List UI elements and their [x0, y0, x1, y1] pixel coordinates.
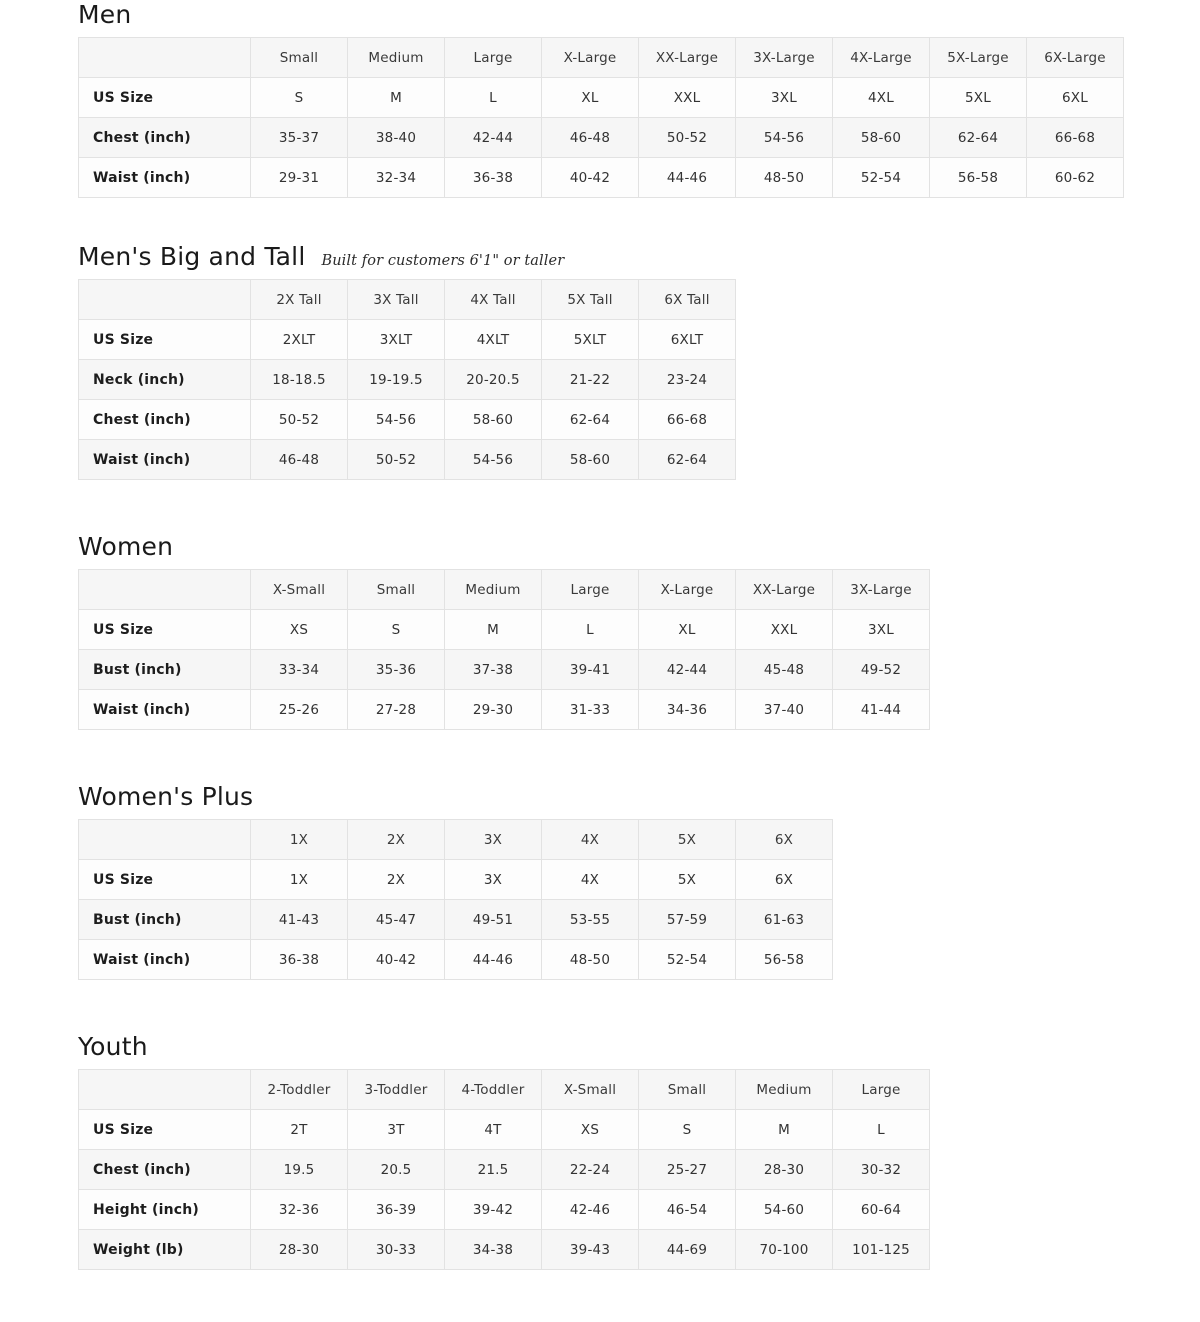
measurement-cell: 62-64: [542, 400, 639, 440]
measurement-cell: XL: [639, 610, 736, 650]
size-section: [0, 0, 1200, 242]
column-header: X-Large: [639, 570, 736, 610]
measurement-cell: 40-42: [542, 158, 639, 198]
section-header: [0, 532, 1200, 561]
size-section: [0, 1032, 1200, 1322]
measurement-cell: 60-64: [833, 1190, 930, 1230]
measurement-cell: 58-60: [833, 118, 930, 158]
section-gap: [0, 480, 1200, 532]
column-header: Medium: [348, 38, 445, 78]
measurement-cell: 48-50: [736, 158, 833, 198]
row-label: Waist (inch): [79, 940, 251, 980]
measurement-cell: 3XLT: [348, 320, 445, 360]
column-header: 4X: [542, 820, 639, 860]
table-header-row: [79, 1070, 930, 1110]
measurement-cell: 49-52: [833, 650, 930, 690]
table-header-row: [79, 38, 1124, 78]
measurement-cell: 62-64: [639, 440, 736, 480]
column-header: 4X-Large: [833, 38, 930, 78]
measurement-cell: 2T: [251, 1110, 348, 1150]
measurement-cell: 6X: [736, 860, 833, 900]
column-header: Medium: [736, 1070, 833, 1110]
measurement-cell: M: [445, 610, 542, 650]
column-header: 2X Tall: [251, 280, 348, 320]
measurement-cell: L: [542, 610, 639, 650]
measurement-cell: 5XLT: [542, 320, 639, 360]
table-row: [79, 1150, 930, 1190]
measurement-cell: 32-36: [251, 1190, 348, 1230]
size-table: [78, 37, 1124, 198]
measurement-cell: 22-24: [542, 1150, 639, 1190]
column-header: 3X Tall: [348, 280, 445, 320]
measurement-cell: 48-50: [542, 940, 639, 980]
table-row: [79, 940, 833, 980]
measurement-cell: 1X: [251, 860, 348, 900]
section-gap: [0, 1270, 1200, 1322]
measurement-cell: L: [445, 78, 542, 118]
measurement-cell: 25-26: [251, 690, 348, 730]
table-row: [79, 690, 930, 730]
size-section: [0, 242, 1200, 532]
column-header: 3X-Large: [833, 570, 930, 610]
measurement-cell: 61-63: [736, 900, 833, 940]
section-header: [0, 242, 1200, 271]
table-row: [79, 650, 930, 690]
measurement-cell: 3T: [348, 1110, 445, 1150]
measurement-cell: 44-46: [445, 940, 542, 980]
table-row: [79, 400, 736, 440]
measurement-cell: S: [639, 1110, 736, 1150]
measurement-cell: 101-125: [833, 1230, 930, 1270]
column-header: XX-Large: [639, 38, 736, 78]
row-label: US Size: [79, 610, 251, 650]
table-row: [79, 78, 1124, 118]
measurement-cell: 53-55: [542, 900, 639, 940]
section-header: [0, 0, 1200, 29]
measurement-cell: 45-47: [348, 900, 445, 940]
measurement-cell: 37-40: [736, 690, 833, 730]
measurement-cell: 41-43: [251, 900, 348, 940]
section-gap: [0, 980, 1200, 1032]
measurement-cell: 4T: [445, 1110, 542, 1150]
size-section: [0, 532, 1200, 782]
measurement-cell: 5XL: [930, 78, 1027, 118]
measurement-cell: M: [348, 78, 445, 118]
measurement-cell: 21.5: [445, 1150, 542, 1190]
table-row: [79, 610, 930, 650]
measurement-cell: 28-30: [736, 1150, 833, 1190]
row-label: Bust (inch): [79, 900, 251, 940]
measurement-cell: 36-39: [348, 1190, 445, 1230]
measurement-cell: 42-44: [639, 650, 736, 690]
section-header: [0, 1032, 1200, 1061]
measurement-cell: 40-42: [348, 940, 445, 980]
column-header: X-Small: [542, 1070, 639, 1110]
section-title: Women's Plus: [78, 782, 254, 811]
measurement-cell: XL: [542, 78, 639, 118]
measurement-cell: 44-46: [639, 158, 736, 198]
measurement-cell: 39-41: [542, 650, 639, 690]
table-row: [79, 118, 1124, 158]
row-label: Weight (lb): [79, 1230, 251, 1270]
section-title: Youth: [78, 1032, 148, 1061]
table-row: [79, 1110, 930, 1150]
row-label: Chest (inch): [79, 118, 251, 158]
measurement-cell: 39-42: [445, 1190, 542, 1230]
table-corner-cell: [79, 570, 251, 610]
measurement-cell: 46-48: [251, 440, 348, 480]
section-gap: [0, 198, 1200, 242]
table-row: [79, 440, 736, 480]
row-label: Height (inch): [79, 1190, 251, 1230]
measurement-cell: 57-59: [639, 900, 736, 940]
size-table: [78, 819, 833, 980]
column-header: 4-Toddler: [445, 1070, 542, 1110]
row-label: US Size: [79, 78, 251, 118]
measurement-cell: 35-36: [348, 650, 445, 690]
measurement-cell: 41-44: [833, 690, 930, 730]
measurement-cell: XXL: [736, 610, 833, 650]
measurement-cell: 44-69: [639, 1230, 736, 1270]
measurement-cell: 54-56: [445, 440, 542, 480]
size-table: [78, 1069, 930, 1270]
measurement-cell: S: [348, 610, 445, 650]
measurement-cell: 52-54: [639, 940, 736, 980]
measurement-cell: 6XLT: [639, 320, 736, 360]
measurement-cell: 19.5: [251, 1150, 348, 1190]
measurement-cell: 4XLT: [445, 320, 542, 360]
measurement-cell: 32-34: [348, 158, 445, 198]
row-label: Waist (inch): [79, 158, 251, 198]
measurement-cell: 58-60: [445, 400, 542, 440]
row-label: Neck (inch): [79, 360, 251, 400]
table-corner-cell: [79, 38, 251, 78]
measurement-cell: 18-18.5: [251, 360, 348, 400]
measurement-cell: 36-38: [445, 158, 542, 198]
measurement-cell: 56-58: [930, 158, 1027, 198]
table-header-row: [79, 280, 736, 320]
column-header: X-Large: [542, 38, 639, 78]
table-row: [79, 900, 833, 940]
measurement-cell: 45-48: [736, 650, 833, 690]
measurement-cell: 19-19.5: [348, 360, 445, 400]
size-table: [78, 569, 930, 730]
measurement-cell: 38-40: [348, 118, 445, 158]
measurement-cell: 70-100: [736, 1230, 833, 1270]
measurement-cell: 2XLT: [251, 320, 348, 360]
column-header: 6X: [736, 820, 833, 860]
measurement-cell: 2X: [348, 860, 445, 900]
table-corner-cell: [79, 820, 251, 860]
measurement-cell: 34-36: [639, 690, 736, 730]
column-header: Large: [833, 1070, 930, 1110]
measurement-cell: M: [736, 1110, 833, 1150]
table-corner-cell: [79, 280, 251, 320]
measurement-cell: 34-38: [445, 1230, 542, 1270]
row-label: US Size: [79, 320, 251, 360]
column-header: Small: [348, 570, 445, 610]
table-header-row: [79, 570, 930, 610]
table-row: [79, 360, 736, 400]
measurement-cell: 36-38: [251, 940, 348, 980]
column-header: 5X-Large: [930, 38, 1027, 78]
measurement-cell: 3X: [445, 860, 542, 900]
measurement-cell: 4XL: [833, 78, 930, 118]
measurement-cell: 30-33: [348, 1230, 445, 1270]
measurement-cell: L: [833, 1110, 930, 1150]
measurement-cell: 56-58: [736, 940, 833, 980]
table-row: [79, 320, 736, 360]
column-header: 3X: [445, 820, 542, 860]
section-header: [0, 782, 1200, 811]
measurement-cell: 54-56: [348, 400, 445, 440]
size-table: [78, 279, 736, 480]
column-header: Small: [251, 38, 348, 78]
measurement-cell: 50-52: [348, 440, 445, 480]
column-header: 5X Tall: [542, 280, 639, 320]
measurement-cell: 29-31: [251, 158, 348, 198]
section-title: Men's Big and Tall: [78, 242, 306, 271]
measurement-cell: 66-68: [1027, 118, 1124, 158]
table-corner-cell: [79, 1070, 251, 1110]
measurement-cell: 4X: [542, 860, 639, 900]
measurement-cell: 6XL: [1027, 78, 1124, 118]
measurement-cell: 37-38: [445, 650, 542, 690]
column-header: XX-Large: [736, 570, 833, 610]
measurement-cell: 46-54: [639, 1190, 736, 1230]
row-label: Chest (inch): [79, 1150, 251, 1190]
measurement-cell: 54-60: [736, 1190, 833, 1230]
measurement-cell: 3XL: [833, 610, 930, 650]
measurement-cell: XXL: [639, 78, 736, 118]
measurement-cell: 33-34: [251, 650, 348, 690]
measurement-cell: 31-33: [542, 690, 639, 730]
measurement-cell: 52-54: [833, 158, 930, 198]
column-header: 2-Toddler: [251, 1070, 348, 1110]
measurement-cell: 25-27: [639, 1150, 736, 1190]
column-header: 6X-Large: [1027, 38, 1124, 78]
column-header: 4X Tall: [445, 280, 542, 320]
measurement-cell: 39-43: [542, 1230, 639, 1270]
measurement-cell: 30-32: [833, 1150, 930, 1190]
table-row: [79, 1230, 930, 1270]
measurement-cell: 62-64: [930, 118, 1027, 158]
column-header: Large: [542, 570, 639, 610]
column-header: Large: [445, 38, 542, 78]
row-label: Waist (inch): [79, 690, 251, 730]
measurement-cell: 21-22: [542, 360, 639, 400]
column-header: 3-Toddler: [348, 1070, 445, 1110]
measurement-cell: 49-51: [445, 900, 542, 940]
column-header: 1X: [251, 820, 348, 860]
section-gap: [0, 730, 1200, 782]
table-row: [79, 158, 1124, 198]
column-header: 6X Tall: [639, 280, 736, 320]
table-row: [79, 860, 833, 900]
measurement-cell: 46-48: [542, 118, 639, 158]
measurement-cell: 50-52: [251, 400, 348, 440]
measurement-cell: S: [251, 78, 348, 118]
row-label: US Size: [79, 860, 251, 900]
measurement-cell: 42-44: [445, 118, 542, 158]
row-label: Bust (inch): [79, 650, 251, 690]
measurement-cell: XS: [542, 1110, 639, 1150]
table-header-row: [79, 820, 833, 860]
column-header: Medium: [445, 570, 542, 610]
measurement-cell: 5X: [639, 860, 736, 900]
row-label: US Size: [79, 1110, 251, 1150]
row-label: Waist (inch): [79, 440, 251, 480]
column-header: X-Small: [251, 570, 348, 610]
column-header: 3X-Large: [736, 38, 833, 78]
measurement-cell: 35-37: [251, 118, 348, 158]
measurement-cell: 66-68: [639, 400, 736, 440]
measurement-cell: 23-24: [639, 360, 736, 400]
section-title: Women: [78, 532, 174, 561]
measurement-cell: 28-30: [251, 1230, 348, 1270]
column-header: 2X: [348, 820, 445, 860]
measurement-cell: XS: [251, 610, 348, 650]
measurement-cell: 20.5: [348, 1150, 445, 1190]
section-note: Built for customers 6'1" or taller: [321, 253, 565, 269]
measurement-cell: 42-46: [542, 1190, 639, 1230]
measurement-cell: 3XL: [736, 78, 833, 118]
measurement-cell: 60-62: [1027, 158, 1124, 198]
measurement-cell: 27-28: [348, 690, 445, 730]
measurement-cell: 54-56: [736, 118, 833, 158]
section-title: Men: [78, 0, 132, 29]
table-row: [79, 1190, 930, 1230]
measurement-cell: 20-20.5: [445, 360, 542, 400]
column-header: Small: [639, 1070, 736, 1110]
measurement-cell: 29-30: [445, 690, 542, 730]
row-label: Chest (inch): [79, 400, 251, 440]
measurement-cell: 58-60: [542, 440, 639, 480]
column-header: 5X: [639, 820, 736, 860]
measurement-cell: 50-52: [639, 118, 736, 158]
size-section: [0, 782, 1200, 1032]
